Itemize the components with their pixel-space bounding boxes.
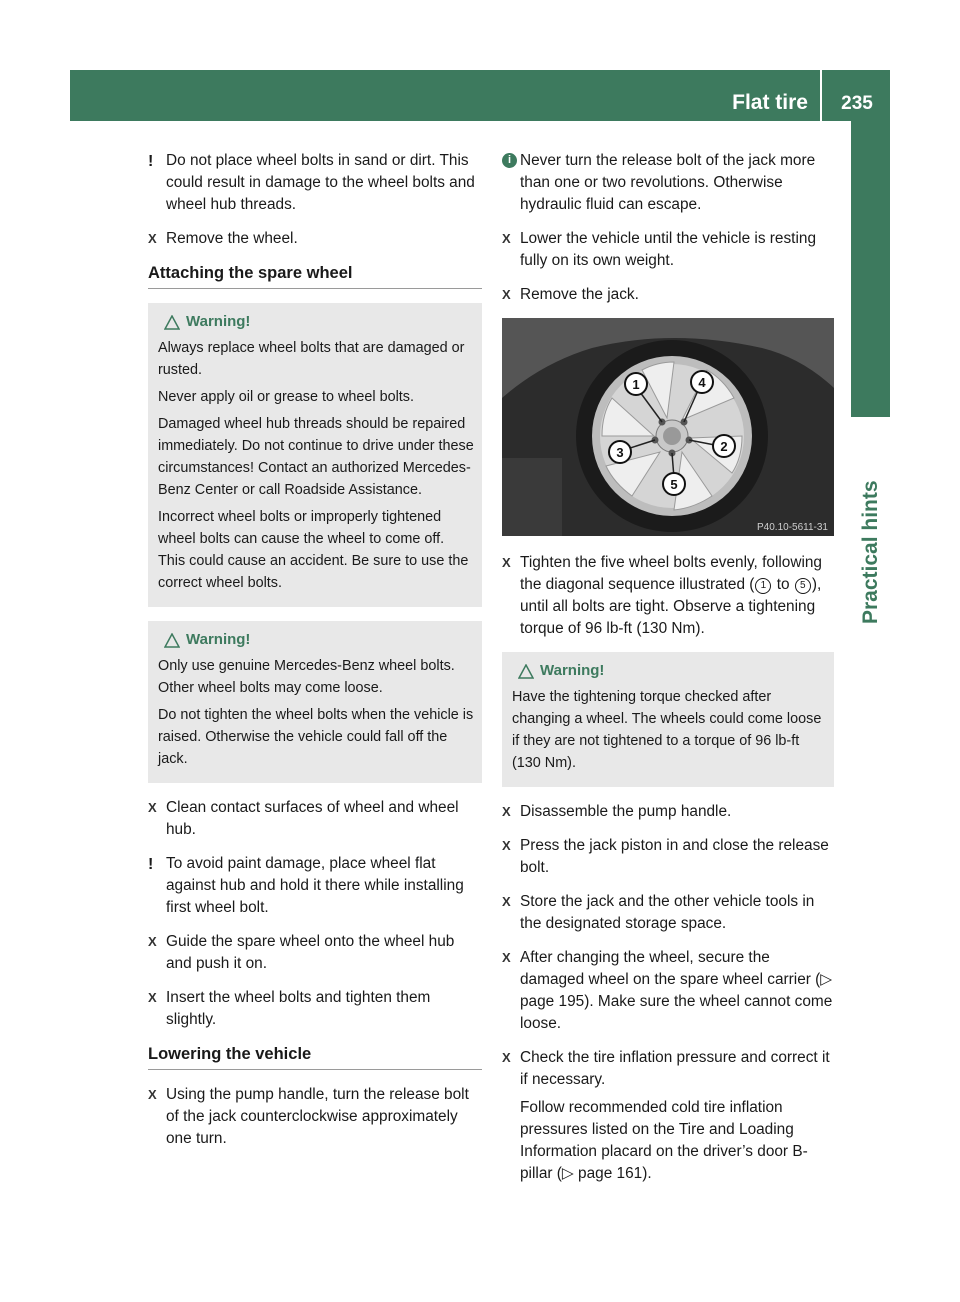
instruction-step bbox=[148, 987, 482, 1031]
page-number: 235 bbox=[841, 93, 873, 114]
step-text-part: After changing the wheel, secure the damaged wheel on the spare wheel carrier ( bbox=[520, 949, 821, 988]
callout-4: 4 bbox=[698, 375, 706, 390]
circled-number-1: 1 bbox=[755, 578, 771, 594]
warning-title: Warning! bbox=[186, 631, 251, 648]
instruction-step bbox=[502, 835, 834, 879]
instruction-step bbox=[148, 797, 482, 841]
warning-paragraph: Have the tightening torque checked after changing a wheel. The wheels could come loose if they are not tightened to a torque of 96 lb-ft (130 Nm). bbox=[512, 689, 822, 771]
instruction-step bbox=[148, 228, 482, 250]
step-marker-icon: X bbox=[502, 555, 511, 570]
instruction-step bbox=[502, 284, 834, 306]
note-text: To avoid paint damage, place wheel flat against hub and hold it there while installing first wheel bolt. bbox=[166, 855, 464, 916]
warning-triangle-icon bbox=[164, 633, 180, 648]
exclamation-icon: ! bbox=[148, 856, 154, 873]
step-text: Check the tire inflation pressure and correct it if necessary. bbox=[520, 1049, 830, 1088]
page-reference-link[interactable]: page 195 bbox=[520, 993, 585, 1010]
step-text: Press the jack piston in and close the release bolt. bbox=[520, 837, 829, 876]
step-text-part: Follow recommended cold tire inflation pressures listed on the Tire and Loading Information placard on the driver’s door B-pillar ( bbox=[520, 1099, 808, 1182]
info-icon: i bbox=[502, 153, 517, 168]
warning-box bbox=[148, 621, 482, 783]
step-text: Store the jack and the other vehicle tools in the designated storage space. bbox=[520, 893, 815, 932]
caution-note bbox=[148, 150, 482, 216]
header-bar bbox=[70, 70, 890, 121]
step-text: Insert the wheel bolts and tighten them slightly. bbox=[166, 989, 431, 1028]
step-text: Using the pump handle, turn the release bolt of the jack counterclockwise approximately one turn. bbox=[166, 1086, 469, 1147]
info-note bbox=[502, 150, 834, 216]
side-tab-block bbox=[851, 121, 890, 417]
warning-triangle-icon bbox=[518, 664, 534, 679]
step-text: Guide the spare wheel onto the wheel hub and push it on. bbox=[166, 933, 455, 972]
step-text: Clean contact surfaces of wheel and wheel hub. bbox=[166, 799, 459, 838]
follow-paragraph bbox=[502, 1097, 834, 1185]
instruction-step bbox=[502, 801, 834, 823]
step-text: Disassemble the pump handle. bbox=[520, 803, 732, 820]
step-marker-icon: X bbox=[148, 800, 157, 815]
left-column bbox=[148, 150, 482, 1162]
step-text-part: to bbox=[772, 576, 794, 593]
step-text-part: ). Make sure the wheel cannot come loose. bbox=[520, 993, 833, 1032]
side-tab[interactable] bbox=[851, 424, 890, 624]
warning-title: Warning! bbox=[540, 662, 605, 679]
side-tab-label: Practical hints bbox=[858, 480, 882, 624]
instruction-step bbox=[502, 228, 834, 272]
warning-paragraph: Incorrect wheel bolts or improperly tightened wheel bolts can cause the wheel to come off. This could cause an accident. Be sure to use the correct wheel bolts. bbox=[158, 509, 469, 591]
page-title: Flat tire bbox=[70, 70, 822, 121]
instruction-step bbox=[502, 947, 834, 1035]
step-marker-icon: X bbox=[502, 804, 511, 819]
step-marker-icon: X bbox=[148, 990, 157, 1005]
step-text-part: ). bbox=[642, 1165, 652, 1182]
step-marker-icon: X bbox=[148, 231, 157, 246]
instruction-step bbox=[148, 1084, 482, 1150]
step-text: Lower the vehicle until the vehicle is resting fully on its own weight. bbox=[520, 230, 816, 269]
warning-paragraph: Only use genuine Mercedes-Benz wheel bolts. Other wheel bolts may come loose. bbox=[158, 658, 455, 696]
instruction-step bbox=[502, 891, 834, 935]
step-text bbox=[520, 947, 834, 1035]
step-text-part: ), until all bolts are tight. Observe a tightening torque of 96 lb-ft (130 Nm). bbox=[520, 576, 822, 637]
page-ref-arrow-icon: ▷ bbox=[561, 1165, 574, 1182]
section-heading-attach: Attaching the spare wheel bbox=[148, 262, 482, 289]
warning-box bbox=[148, 303, 482, 607]
caution-note bbox=[148, 853, 482, 919]
instruction-step bbox=[502, 1047, 834, 1091]
step-marker-icon: X bbox=[502, 838, 511, 853]
wheel-bolt-sequence-photo bbox=[502, 318, 834, 536]
step-marker-icon: X bbox=[502, 950, 511, 965]
warning-paragraph: Do not tighten the wheel bolts when the vehicle is raised. Otherwise the vehicle could fall off the jack. bbox=[158, 707, 474, 767]
step-text-part: Tighten the five wheel bolts evenly, following the diagonal sequence illustrated ( bbox=[520, 554, 822, 593]
step-text bbox=[520, 552, 834, 640]
callout-3: 3 bbox=[616, 445, 624, 460]
warning-title: Warning! bbox=[186, 313, 251, 330]
section-heading-lower: Lowering the vehicle bbox=[148, 1043, 482, 1070]
step-text: Remove the jack. bbox=[520, 286, 639, 303]
instruction-step bbox=[148, 931, 482, 975]
warning-box bbox=[502, 652, 834, 787]
step-text: Remove the wheel. bbox=[166, 230, 298, 247]
page-ref-arrow-icon: ▷ bbox=[820, 971, 833, 988]
exclamation-icon: ! bbox=[148, 153, 154, 170]
step-marker-icon: X bbox=[148, 934, 157, 949]
step-marker-icon: X bbox=[502, 1050, 511, 1065]
step-marker-icon: X bbox=[502, 894, 511, 909]
instruction-step bbox=[502, 552, 834, 640]
note-text: Never turn the release bolt of the jack more than one or two revolutions. Otherwise hydraulic fluid can escape. bbox=[520, 152, 816, 213]
wheel-illustration bbox=[502, 318, 834, 536]
step-marker-icon: X bbox=[502, 287, 511, 302]
circled-number-5: 5 bbox=[795, 578, 811, 594]
callout-5: 5 bbox=[670, 477, 678, 492]
step-marker-icon: X bbox=[148, 1087, 157, 1102]
warning-paragraph: Damaged wheel hub threads should be repaired immediately. Do not continue to drive under these circumstances! Contact an authorized Mercedes-Benz Center or call Roadside Assistance. bbox=[158, 416, 474, 498]
callout-2: 2 bbox=[720, 439, 728, 454]
callout-1: 1 bbox=[632, 377, 640, 392]
page-reference-link[interactable]: page 161 bbox=[573, 1165, 643, 1182]
warning-paragraph: Never apply oil or grease to wheel bolts. bbox=[158, 389, 414, 405]
note-text: Do not place wheel bolts in sand or dirt. This could result in damage to the wheel bolts and wheel hub threads. bbox=[166, 152, 475, 213]
right-column bbox=[502, 150, 834, 1185]
step-marker-icon: X bbox=[502, 231, 511, 246]
warning-triangle-icon bbox=[164, 315, 180, 330]
figure-code: P40.10-5611-31 bbox=[757, 522, 828, 533]
warning-paragraph: Always replace wheel bolts that are damaged or rusted. bbox=[158, 340, 465, 378]
